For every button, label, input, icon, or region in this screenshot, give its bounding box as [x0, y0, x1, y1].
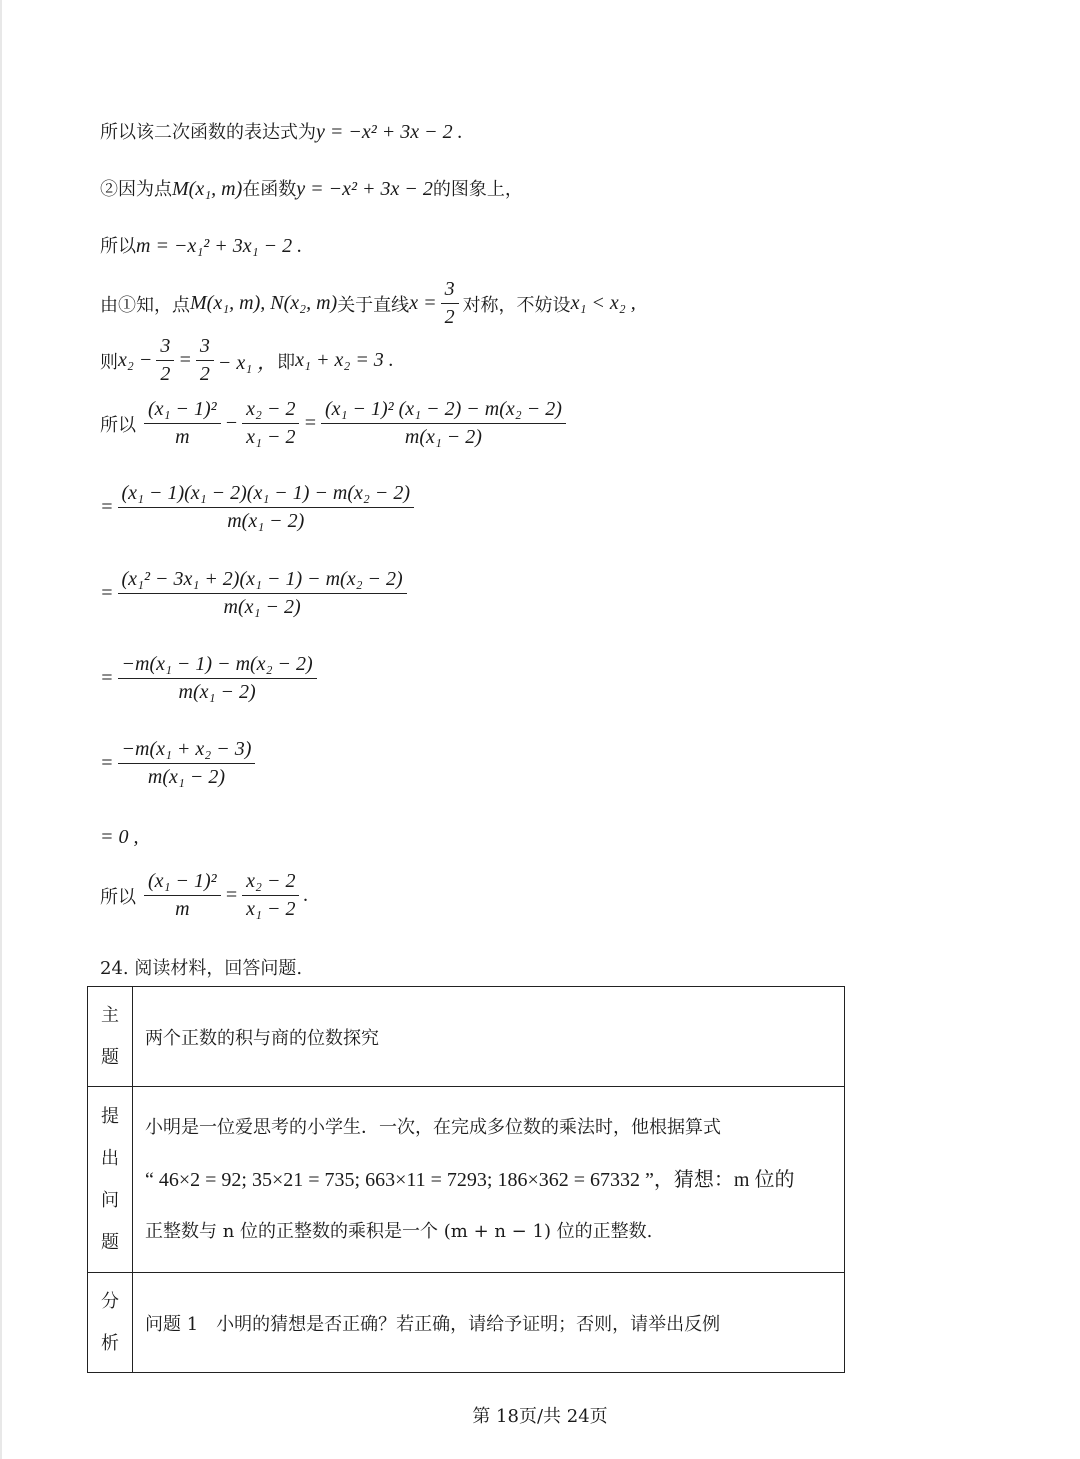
row-key: 主 题	[88, 987, 133, 1087]
derivation-step-5: = $\frac{\text{−m(x₁ + x₂ − 3)}}{\text{m(x₁ − 2)}}$	[100, 738, 259, 789]
fraction: $\frac{\text{x₂ − 2}}{\text{x₁ − 2}}$	[242, 870, 299, 921]
fraction: $\frac{\text{−m(x₁ − 1) − m(x₂ − 2)}}{\text{m(x₁ − 2)}}$	[118, 653, 317, 704]
fraction: $\frac{\text{(x₁ − 1)² (x₁ − 2) − m(x₂ − 2)}}{\text{m(x₁ − 2)}}$	[321, 398, 566, 449]
derivation-result-zero: = 0 ,	[100, 826, 139, 848]
row-value: 问题 1 小明的猜想是否正确？若正确，请给予证明；否则，请举出反例	[133, 1273, 845, 1373]
line-symmetry: 由①知，点 M(x₁, m), N(x₂, m) 关于直线 x = $\frac{3}{2}$ 对称，不妨设 x₁ < x₂ ,	[100, 278, 636, 328]
fraction: $\frac{\text{(x₁ − 1)(x₁ − 2)(x₁ − 1) − m(x₂ − 2)}}{\text{m(x₁ − 2)}}$	[118, 482, 415, 533]
fraction: $\frac{\text{−m(x₁ + x₂ − 3)}}{\text{m(x₁ − 2)}}$	[118, 738, 256, 789]
row-value: 两个正数的积与商的位数探究	[133, 987, 845, 1087]
derivation-step-1: 所以 $\frac{\text{(x₁ − 1)²}}{m}$ − $\frac{\text{x₂ − 2}}{\text{x₁ − 2}}$ = $\frac{\text{(x₁ − 1)² (x₁ − 2) − m(x₂ − 2)}}{\text{m(x₁ − 2)}}$	[100, 398, 570, 449]
scan-edge	[0, 0, 2, 1459]
derivation-conclusion: 所以 $\frac{\text{(x₁ − 1)²}}{m}$ = $\frac{\text{x₂ − 2}}{\text{x₁ − 2}}$ .	[100, 870, 309, 920]
line-sum-of-roots: 则 x₂ − $\frac{3}{2}$ = $\frac{3}{2}$ − x₁ ， 即 x₁ + x₂ = 3 .	[100, 335, 394, 385]
page-footer: 第 18页/共 24页	[472, 1406, 608, 1427]
table-row-topic	[88, 987, 845, 1087]
material-table	[87, 986, 845, 1373]
fraction: $\frac{\text{x₂ − 2}}{\text{x₁ − 2}}$	[242, 398, 299, 449]
table-row-question	[88, 1087, 845, 1273]
fraction: $\frac{3}{2}$	[441, 278, 459, 329]
fraction: $\frac{\text{(x₁ − 1)²}}{m}$	[144, 398, 221, 449]
fraction: $\frac{3}{2}$	[156, 335, 174, 386]
derivation-step-3: = $\frac{\text{(x₁² − 3x₁ + 2)(x₁ − 1) − m(x₂ − 2)}}{\text{m(x₁ − 2)}}$	[100, 568, 411, 619]
derivation-step-4: = $\frac{\text{−m(x₁ − 1) − m(x₂ − 2)}}{\text{m(x₁ − 2)}}$	[100, 653, 321, 704]
fraction: $\frac{3}{2}$	[196, 335, 214, 386]
row-value: 小明是一位爱思考的小学生．一次，在完成多位数的乘法时，他根据算式 “ 46×2 = 92; 35×21 = 735; 663×11 = 7293; 186×362 = 67332 ”，猜想：m 位的 正整数与 n 位的正整数的乘积是一个 (m + n − 1) 位的正整数.	[133, 1087, 845, 1273]
fraction: $\frac{\text{(x₁ − 1)²}}{m}$	[144, 870, 221, 921]
row-key: 提 出 问 题	[88, 1087, 133, 1273]
derivation-step-2: = $\frac{\text{(x₁ − 1)(x₁ − 2)(x₁ − 1) − m(x₂ − 2)}}{\text{m(x₁ − 2)}}$	[100, 482, 418, 533]
question-heading: 24. 阅读材料，回答问题.	[100, 958, 303, 979]
line-m-expression: 所以m = −x₁² + 3x₁ − 2 .	[100, 235, 303, 257]
row-key: 分 析	[88, 1273, 133, 1373]
table-row-analysis	[88, 1273, 845, 1373]
line-quadratic-expression: 所以该二次函数的表达式为y = −x² + 3x − 2 .	[100, 121, 463, 143]
line-point-on-graph: ②因为点M(x₁, m)在函数y = −x² + 3x − 2的图象上，	[100, 178, 523, 200]
fraction: $\frac{\text{(x₁² − 3x₁ + 2)(x₁ − 1) − m(x₂ − 2)}}{\text{m(x₁ − 2)}}$	[118, 568, 407, 619]
